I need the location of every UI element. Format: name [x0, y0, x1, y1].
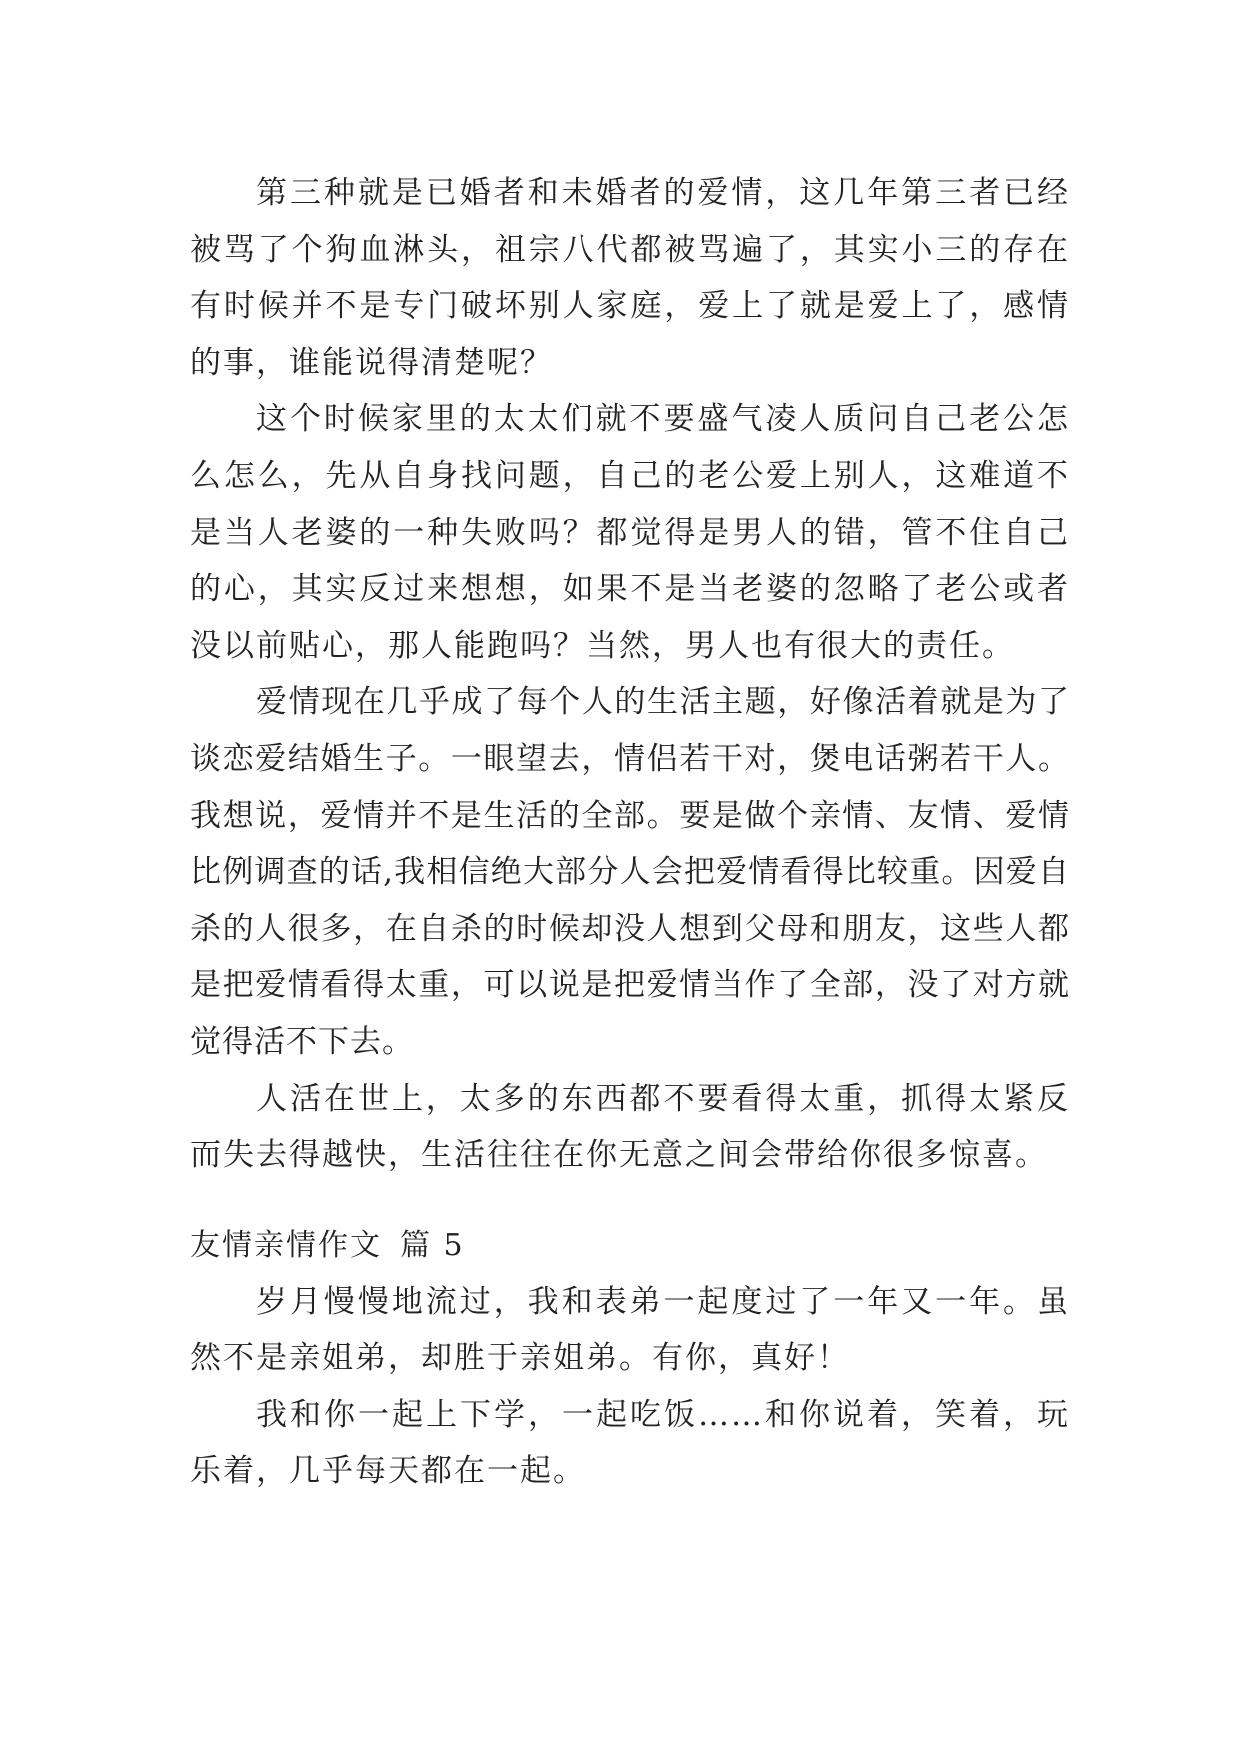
section-number: 篇 5 — [400, 1227, 465, 1263]
document-body — [190, 165, 1070, 1500]
paragraph: 我和你一起上下学，一起吃饭……和你说着，笑着，玩乐着，几乎每天都在一起。 — [190, 1396, 1070, 1490]
section-title-text: 友情亲情作文 — [190, 1227, 382, 1263]
paragraph: 这个时候家里的太太们就不要盛气凌人质问自己老公怎么怎么，先从自身找问题，自己的老公爱上别人，这难道不是当人老婆的一种失败吗？都觉得是男人的错，管不住自己的心，其实反过来想想，如果不是当老婆的忽略了老公或者没以前贴心，那人能跑吗？当然，男人也有很大的责任。 — [190, 401, 1070, 664]
section-spacer — [190, 1184, 1070, 1218]
paragraph: 第三种就是已婚者和未婚者的爱情，这几年第三者已经被骂了个狗血淋头，祖宗八代都被骂遍了，其实小三的存在有时候并不是专门破坏别人家庭，爱上了就是爱上了，感情的事，谁能说得清楚呢？ — [190, 175, 1070, 381]
paragraph: 人活在世上，太多的东西都不要看得太重，抓得太紧反而失去得越快，生活往往在你无意之间会带给你很多惊喜。 — [190, 1080, 1070, 1174]
section-heading — [190, 1218, 1070, 1274]
paragraph: 爱情现在几乎成了每个人的生活主题，好像活着就是为了谈恋爱结婚生子。一眼望去，情侣若干对，煲电话粥若干人。我想说，爱情并不是生活的全部。要是做个亲情、友情、爱情比例调查的话,我相信绝大部分人会把爱情看得比较重。因爱自杀的人很多，在自杀的时候却没人想到父母和朋友，这些人都是把爱情看得太重，可以说是把爱情当作了全部，没了对方就觉得活不下去。 — [190, 684, 1070, 1060]
paragraph: 岁月慢慢地流过，我和表弟一起度过了一年又一年。虽然不是亲姐弟，却胜于亲姐弟。有你，真好！ — [190, 1283, 1070, 1377]
